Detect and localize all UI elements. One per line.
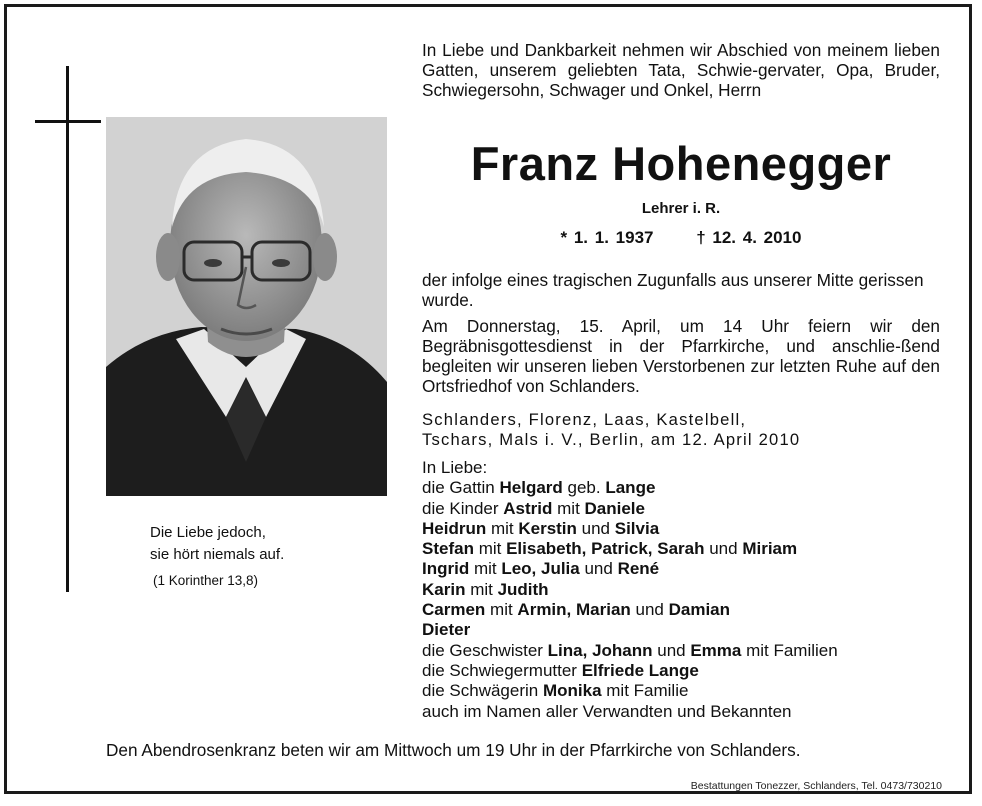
funeral-details-text: Am Donnerstag, 15. April, um 14 Uhr feiern wir den Begräbnisgottesdienst in der Pfarrkirche, und anschlie-ßend begleiten wir unseren lieben Verstorbenen zur letzten Ruhe auf den Ortsfriedhof von Schlanders. [422,316,940,396]
portrait-photo [106,117,387,496]
family-line: die Geschwister Lina, Johann und Emma mit Familien [422,640,838,660]
deceased-title: Lehrer i. R. [641,200,721,217]
quote-line-2: sie hört niemals auf. [150,546,285,563]
life-dates [422,228,940,248]
intro-text: In Liebe und Dankbarkeit nehmen wir Abschied von meinem lieben Gatten, unserem geliebten Tata, Schwie-gervater, Opa, Bruder, Schwiegersohn, Schwager und Onkel, Herrn [422,40,940,100]
family-line: Karin mit Judith [422,579,549,599]
quote-line-1: Die Liebe jedoch, [150,524,266,541]
birth-date: * 1. 1. 1937 [560,228,654,247]
bible-quote [150,522,350,592]
places-line-2: Tschars, Mals i. V., Berlin, am 12. April 2010 [422,430,801,449]
family-line: die Schwiegermutter Elfriede Lange [422,660,699,680]
cross-icon-horizontal [35,120,101,123]
cross-icon-vertical [66,66,69,592]
family-line: Ingrid mit Leo, Julia und René [422,559,660,579]
family-line: Heidrun mit Kerstin und Silvia [422,518,660,538]
rosary-notice: Den Abendrosenkranz beten wir am Mittwoch um 19 Uhr in der Pfarrkirche von Schlanders. [106,740,801,760]
family-line: Stefan mit Elisabeth, Patrick, Sarah und Miriam [422,539,798,559]
quote-reference: (1 Korinther 13,8) [153,573,259,588]
family-line: die Kinder Astrid mit Daniele [422,498,645,518]
family-heading: In Liebe: [422,458,488,477]
family-line: Dieter [422,620,471,640]
family-line: auch im Namen aller Verwandten und Bekannten [422,701,792,721]
places-and-date [422,410,940,450]
circumstances-text: der infolge eines tragischen Zugunfalls aus unserer Mitte gerissen wurde. [422,270,924,310]
portrait-illustration [106,117,387,496]
family-line: die Schwägerin Monika mit Familie [422,681,689,701]
places-line-1: Schlanders, Florenz, Laas, Kastelbell, [422,410,747,429]
family-list [422,458,940,722]
family-line: Carmen mit Armin, Marian und Damian [422,600,731,620]
funeral-home-credit: Bestattungen Tonezzer, Schlanders, Tel. 0473/730210 [690,780,942,792]
family-line: die Gattin Helgard geb. Lange [422,478,656,498]
death-date: † 12. 4. 2010 [696,228,802,247]
deceased-name: Franz Hohenegger [470,137,892,190]
